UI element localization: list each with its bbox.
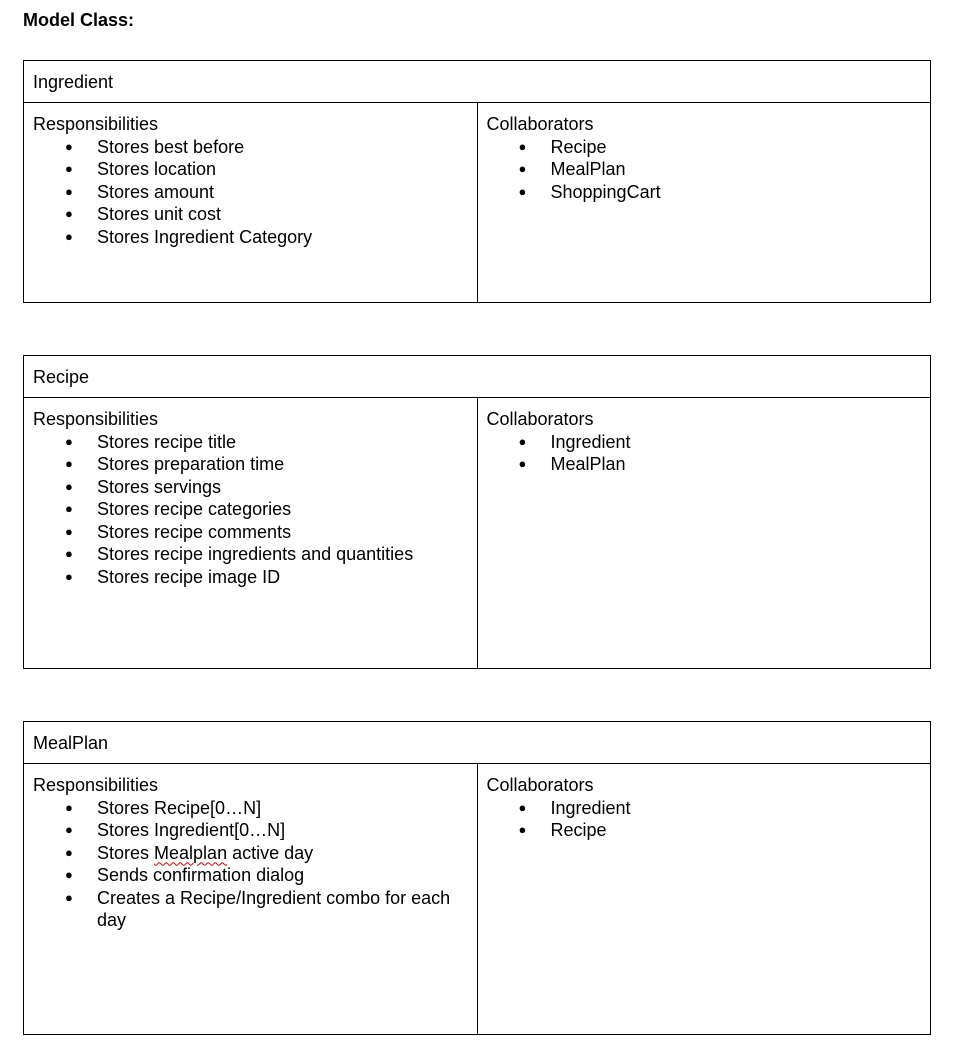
list-item: ● Stores Ingredient Category <box>97 226 468 249</box>
collaborators-list <box>487 136 922 204</box>
list-item: ● Stores servings <box>97 476 468 499</box>
card-title[interactable]: Recipe <box>24 356 931 398</box>
list-item: ● Stores best before <box>97 136 468 159</box>
responsibilities-label: Responsibilities <box>33 114 159 134</box>
page-heading: Model Class: <box>23 10 135 30</box>
collaborators-cell[interactable] <box>477 764 931 1035</box>
responsibilities-list <box>33 431 468 589</box>
list-item: ● Stores location <box>97 158 468 181</box>
list-item: ● Recipe <box>551 136 922 159</box>
responsibilities-cell[interactable] <box>24 764 478 1035</box>
crc-card-mealplan <box>23 721 931 1035</box>
list-item: ● Recipe <box>551 819 922 842</box>
crc-card-recipe <box>23 355 931 669</box>
responsibilities-list <box>33 136 468 249</box>
list-item: ● Ingredient <box>551 431 922 454</box>
crc-card-ingredient <box>23 60 931 303</box>
list-item: ● Stores recipe title <box>97 431 468 454</box>
responsibilities-label: Responsibilities <box>33 775 159 795</box>
list-item: ● Stores recipe categories <box>97 498 468 521</box>
spellcheck-flagged-word: Mealplan <box>154 842 228 863</box>
collaborators-label: Collaborators <box>486 409 594 429</box>
list-item: ● Stores unit cost <box>97 203 468 226</box>
collaborators-list <box>487 797 922 842</box>
card-title[interactable]: MealPlan <box>24 722 931 764</box>
list-item: ● Stores Mealplan active day <box>97 842 468 865</box>
list-item: ● Sends confirmation dialog <box>97 864 468 887</box>
collaborators-cell[interactable] <box>477 103 931 303</box>
responsibilities-cell[interactable] <box>24 398 478 669</box>
responsibilities-cell[interactable] <box>24 103 478 303</box>
card-title[interactable]: Ingredient <box>24 61 931 103</box>
list-item: ● Stores recipe image ID <box>97 566 468 589</box>
list-item: ● ShoppingCart <box>551 181 922 204</box>
list-item: ● Stores recipe ingredients and quantities <box>97 543 468 566</box>
collaborators-label: Collaborators <box>486 114 594 134</box>
responsibilities-label: Responsibilities <box>33 409 159 429</box>
collaborators-cell[interactable] <box>477 398 931 669</box>
responsibilities-list <box>33 797 468 932</box>
list-item: ● Stores preparation time <box>97 453 468 476</box>
list-item: ● Creates a Recipe/Ingredient combo for each day <box>97 887 468 932</box>
collaborators-label: Collaborators <box>486 775 594 795</box>
list-item: ● Stores Ingredient[0…N] <box>97 819 468 842</box>
list-item: ● Stores amount <box>97 181 468 204</box>
list-item: ● Stores recipe comments <box>97 521 468 544</box>
list-item: ● Ingredient <box>551 797 922 820</box>
list-item: ● MealPlan <box>551 453 922 476</box>
list-item: ● MealPlan <box>551 158 922 181</box>
collaborators-list <box>487 431 922 476</box>
list-item: ● Stores Recipe[0…N] <box>97 797 468 820</box>
